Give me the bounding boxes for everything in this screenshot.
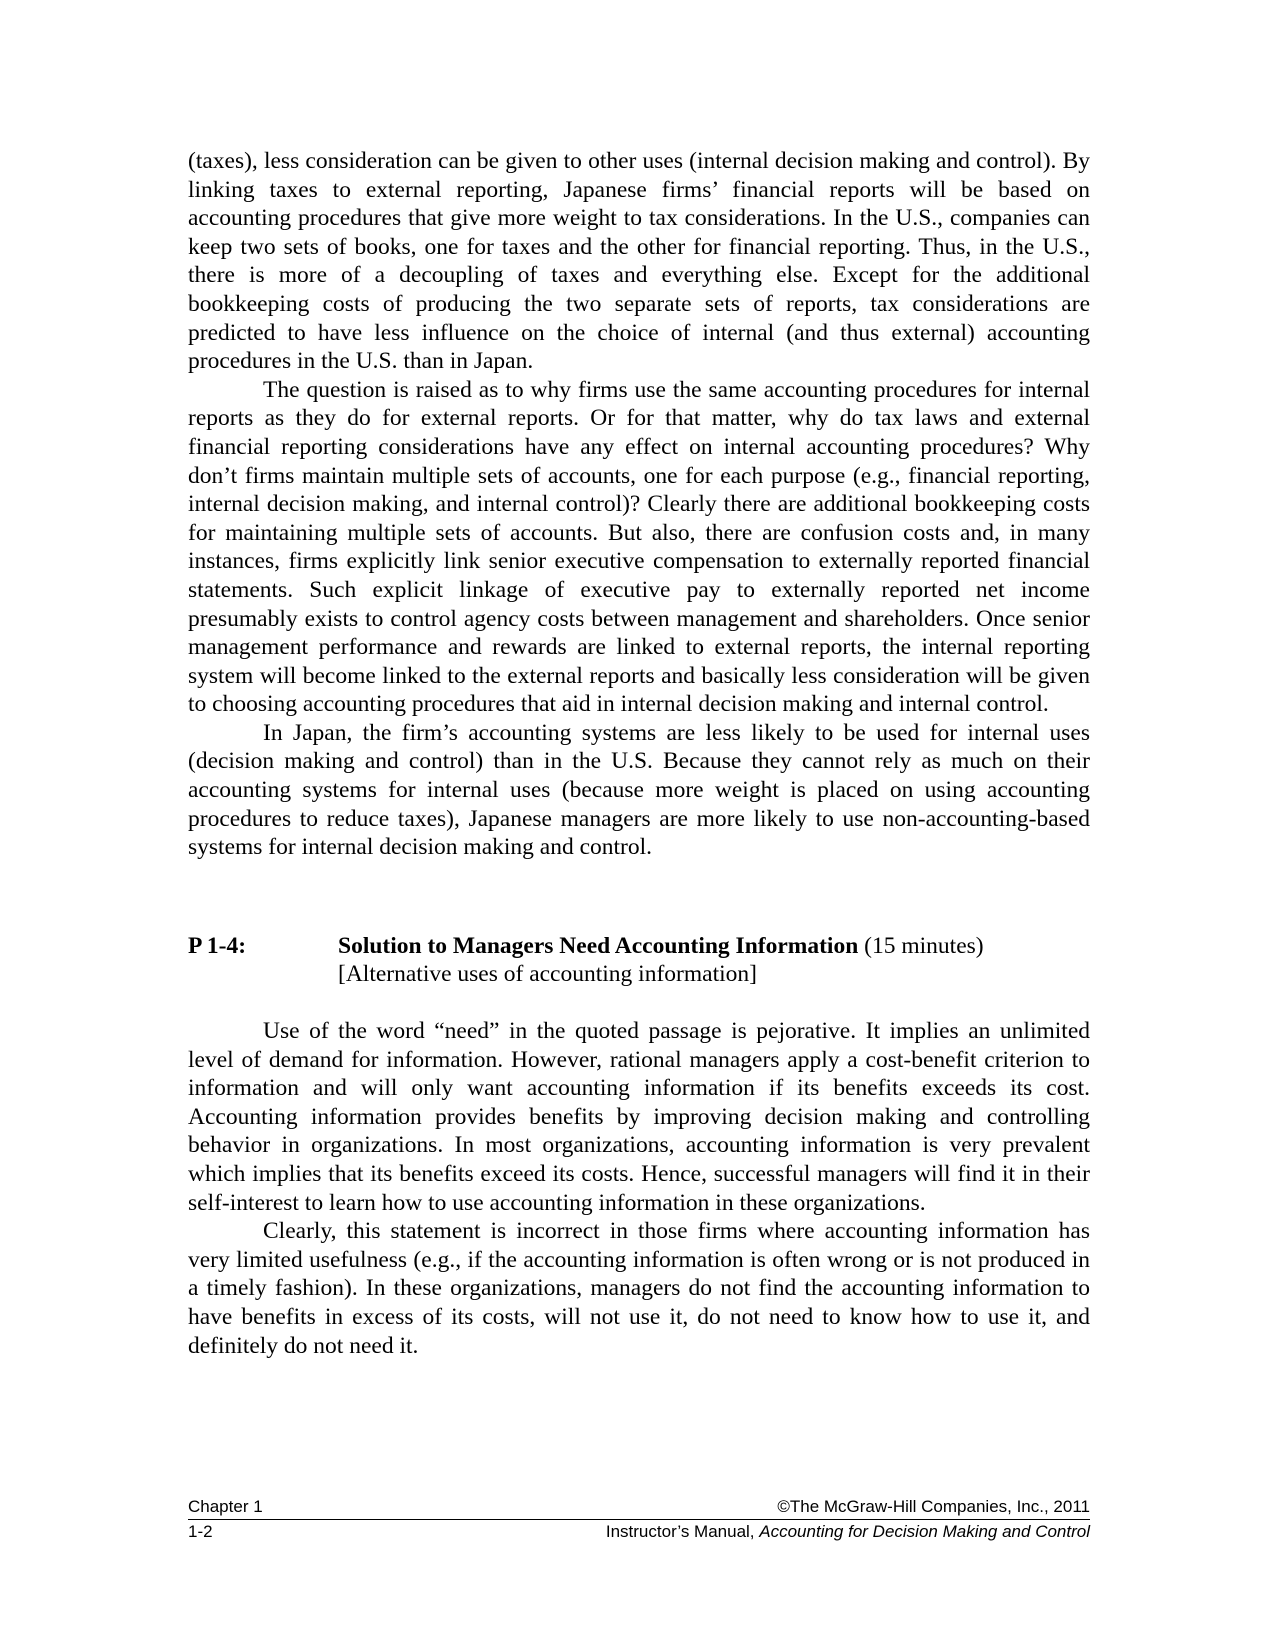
problem-paragraph-2: Clearly, this statement is incorrect in those firms where accounting information has very limited usefulness (e.g., if the accounting information is often wrong or is not produced in a timely fashion). In these organizations, managers do not find the accounting information to have benefits in excess of its costs, will not use it, do not need to know how to use it, and definitely do not need it. [188,1218,1090,1359]
page-content [188,147,1090,1360]
footer-chapter: Chapter 1 [188,1497,263,1516]
footer-bottom-row [188,1521,1090,1543]
problem-heading [188,932,1090,989]
body-paragraph-2: The question is raised as to why firms use the same accounting procedures for internal reports as they do for external reports. Or for that matter, why do tax laws and external financial reporting considerations have any effect on internal accounting procedures? Why don’t firms maintain multiple sets of accounts, one for each purpose (e.g., financial reporting, internal decision making, and internal control)? Clearly there are additional bookkeeping costs for maintaining multiple sets of accounts. But also, there are confusion costs and, in many instances, firms explicitly link senior executive compensation to externally reported financial statements. Such explicit linkage of executive pay to externally reported net income presumably exists to control agency costs between management and shareholders. Once senior management performance and rewards are linked to external reports, the internal reporting system will become linked to the external reports and basically less consideration will be given to choosing accounting procedures that aid in internal decision making and internal control. [188,376,1090,718]
problem-title-line [338,932,1090,961]
footer-book-title: Accounting for Decision Making and Control [759,1522,1090,1541]
problem-paragraph-1: Use of the word “need” in the quoted passage is pejorative. It implies an unlimited level of demand for information. However, rational managers apply a cost-benefit criterion to information and will only want accounting information if its benefits exceeds its cost. Accounting information provides benefits by improving decision making and controlling behavior in organizations. In most organizations, accounting information is very prevalent which implies that its benefits exceed its costs. Hence, successful managers will find it in their self-interest to learn how to use accounting information in these organizations. [188,1018,1090,1216]
problem-time: (15 minutes) [858,932,984,959]
footer-manual-title [606,1521,1090,1543]
problem-number: P 1-4: [188,932,247,959]
footer-top-row [188,1496,1090,1518]
body-paragraph-3: In Japan, the firm’s accounting systems are less likely to be used for internal uses (decision making and control) than in the U.S. Because they cannot rely as much on their accounting systems for internal uses (because more weight is placed on using accounting procedures to reduce taxes), Japanese managers are more likely to use non-accounting-based systems for internal decision making and control. [188,719,1090,861]
problem-subtitle: [Alternative uses of accounting information] [338,961,757,988]
continuation-paragraph: (taxes), less consideration can be given to other uses (internal decision making and control). By linking taxes to external reporting, Japanese firms’ financial reports will be based on accounting procedures that give more weight to tax considerations. In the U.S., companies can keep two sets of books, one for taxes and the other for financial reporting. Thus, in the U.S., there is more of a decoupling of taxes and everything else. Except for the additional bookkeeping costs of producing the two separate sets of reports, tax considerations are predicted to have less influence on the choice of internal (and thus external) accounting procedures in the U.S. than in Japan. [188,148,1090,375]
problem-title-block [338,932,1090,989]
page-footer [188,1496,1090,1543]
footer-manual-prefix: Instructor’s Manual, [605,1522,760,1541]
footer-divider [188,1519,1090,1520]
footer-page-number: 1-2 [188,1522,213,1541]
footer-copyright: ©The McGraw-Hill Companies, Inc., 2011 [777,1497,1090,1516]
problem-title: Solution to Managers Need Accounting Information [338,932,859,959]
